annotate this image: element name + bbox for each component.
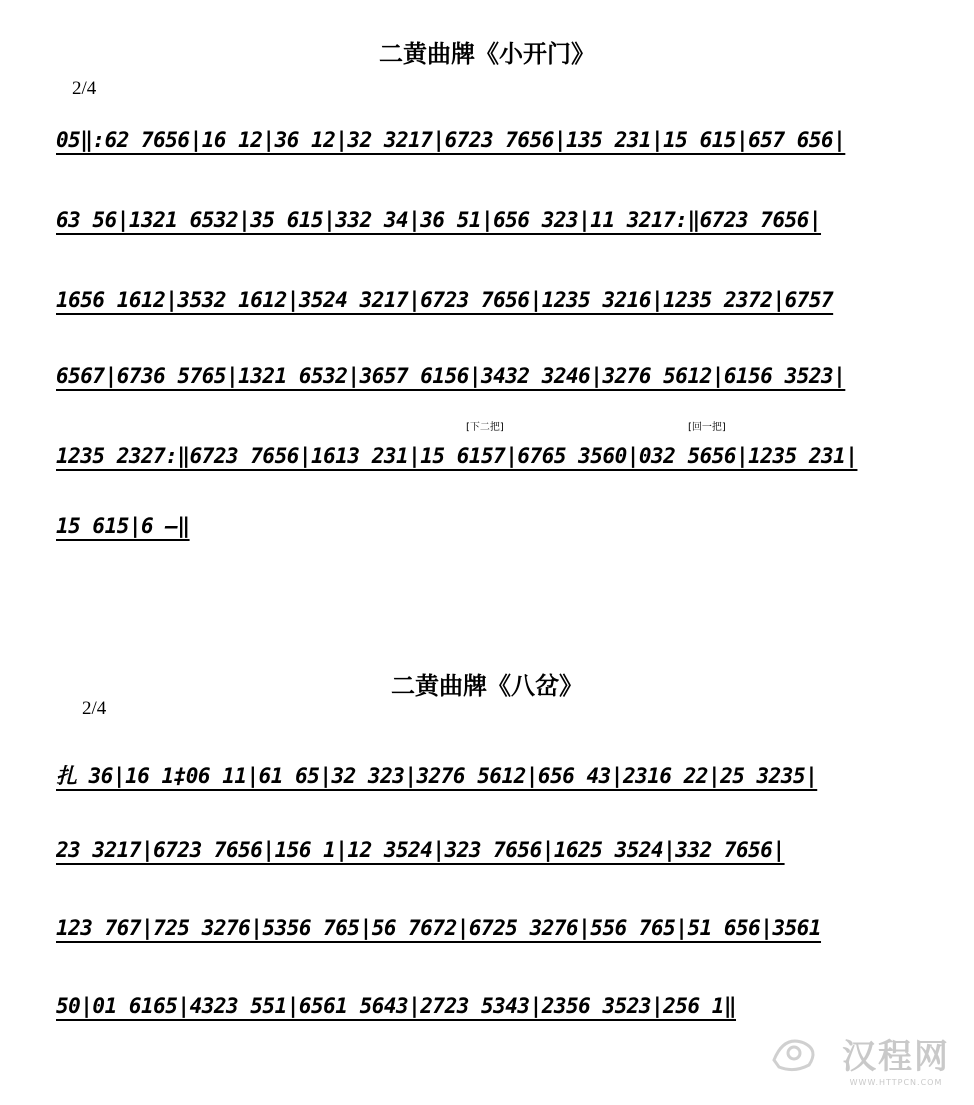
piece2-title: 二黄曲牌《八岔》	[391, 671, 583, 700]
piece1-meter: 2/4	[72, 78, 97, 99]
piece2-line-2: 23 3217|6723 7656|156 1|12 3524|323 7656|1625 3524|332 7656|	[56, 838, 785, 862]
piece1-line-2: 63 56|1321 6532|35 615|332 34|36 51|656 323|11 3217:‖6723 7656|	[56, 208, 822, 232]
watermark-logo-icon	[764, 1025, 824, 1075]
annotation-xia-er-ba: [下二把]	[466, 422, 504, 433]
piece2-line-3: 123 767|725 3276|5356 765|56 7672|6725 3276|556 765|51 656|3561	[56, 916, 822, 940]
piece1-line-3: 1656 1612|3532 1612|3524 3217|6723 7656|1235 3216|1235 2372|6757	[56, 288, 834, 312]
piece1-line-5: 1235 2327:‖6723 7656|1613 231|15 6157|6765 3560|032 5656|1235 231|	[56, 444, 858, 468]
piece1-line-6: 15 615|6 —‖	[56, 514, 190, 538]
piece2-line-1: 扎 36|16 1‡06 11|61 65|32 323|3276 5612|656 43|2316 22|25 3235|	[56, 764, 818, 788]
watermark	[842, 1029, 950, 1087]
annotation-hui-yi-ba: [回一把]	[688, 422, 726, 433]
piece2-meter: 2/4	[82, 698, 107, 719]
piece1-line-4: 6567|6736 5765|1321 6532|3657 6156|3432 3246|3276 5612|6156 3523|	[56, 364, 846, 388]
piece1-line-1: 05‖:62 7656|16 12|36 12|32 3217|6723 7656|135 231|15 615|657 656|	[56, 128, 846, 152]
watermark-url: WWW.HTTPCN.COM	[849, 1078, 943, 1087]
watermark-name: 汉程网	[842, 1037, 950, 1077]
piece1-title: 二黄曲牌《小开门》	[379, 39, 595, 68]
piece2-line-4: 50|01 6165|4323 551|6561 5643|2723 5343|2356 3523|256 1‖	[56, 994, 737, 1018]
